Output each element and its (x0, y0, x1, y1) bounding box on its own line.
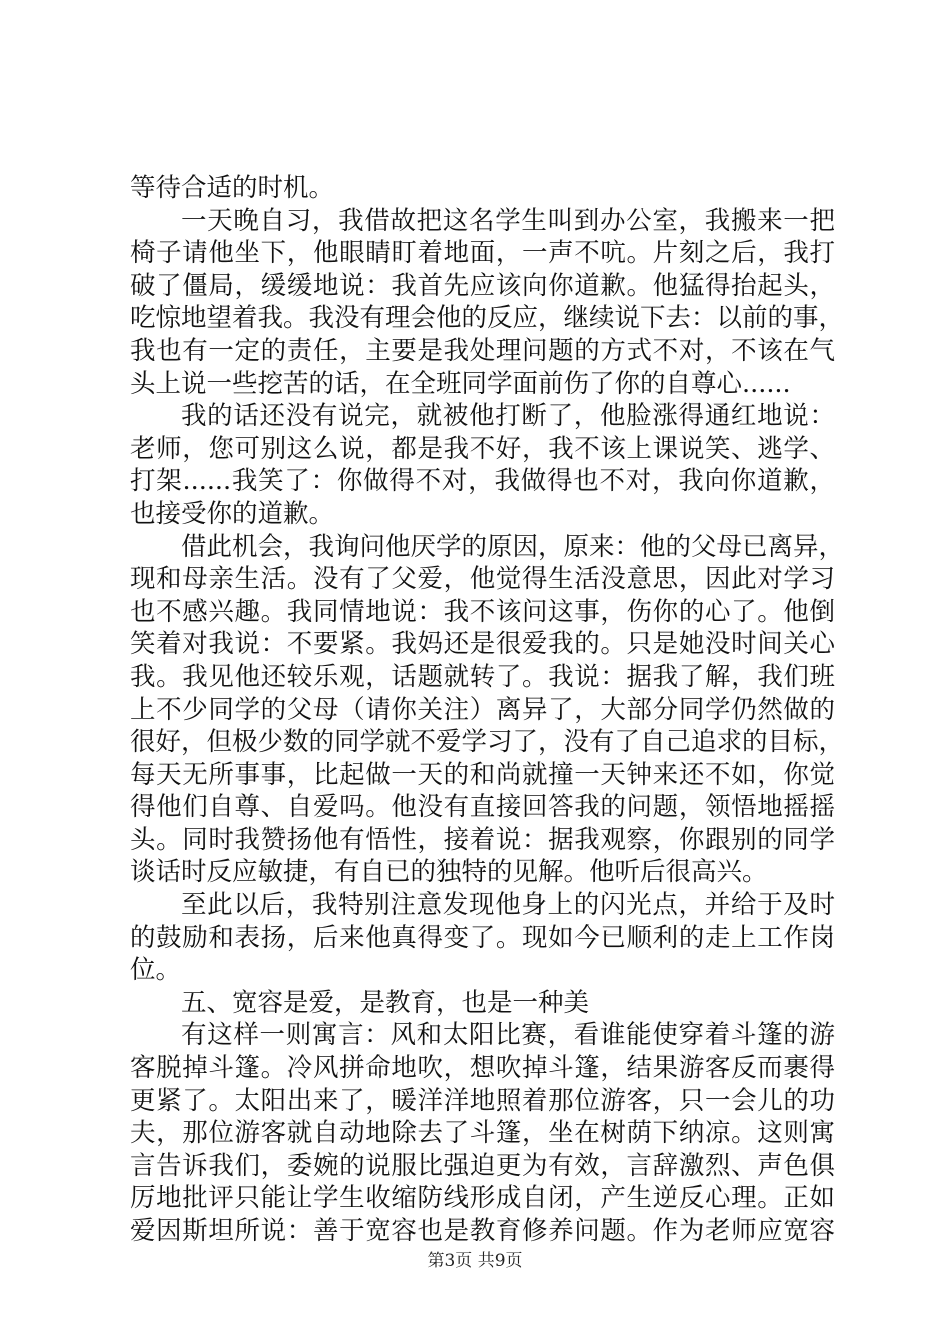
text-line: 借此机会，我询问他厌学的原因，原来：他的父母已离异， (181, 531, 845, 562)
text-line: 笑着对我说：不要紧。我妈还是很爱我的。只是她没时间关心 (130, 629, 835, 660)
text-line: 我也有一定的责任，主要是我处理问题的方式不对，不该在气 (130, 335, 835, 366)
text-line: 也不感兴趣。我同情地说：我不该问这事，伤你的心了。他倒 (130, 596, 835, 627)
body-text (130, 172, 845, 1248)
text-line: 至此以后，我特别注意发现他身上的闪光点，并给于及时 (181, 890, 835, 921)
text-line: 五、宽容是爱，是教育，也是一种美 (181, 987, 590, 1018)
text-line: 得他们自尊、自爱吗。他没有直接回答我的问题，领悟地摇摇 (130, 792, 835, 823)
text-line: 很好，但极少数的同学就不爱学习了，没有了自己追求的目标， (130, 727, 845, 758)
text-line: 头。同时我赞扬他有悟性，接着说：据我观察，你跟别的同学 (130, 824, 835, 855)
text-line: 夫，那位游客就自动地除去了斗篷，坐在树荫下纳凉。这则寓 (130, 1118, 835, 1149)
text-line: 破了僵局，缓缓地说：我首先应该向你道歉。他猛得抬起头， (130, 270, 835, 301)
text-line: 有这样一则寓言：风和太阳比赛，看谁能使穿着斗篷的游 (181, 1020, 835, 1051)
text-line: 打架......我笑了：你做得不对，我做得也不对，我向你道歉， (130, 466, 835, 497)
text-line: 客脱掉斗篷。冷风拼命地吹，想吹掉斗篷，结果游客反而裹得 (130, 1053, 835, 1084)
text-line: 我。我见他还较乐观，话题就转了。我说：据我了解，我们班 (130, 661, 835, 692)
text-line: 厉地批评只能让学生收缩防线形成自闭，产生逆反心理。正如 (130, 1183, 835, 1214)
text-line: 每天无所事事，比起做一天的和尚就撞一天钟来还不如，你觉 (130, 759, 835, 790)
text-line: 爱因斯坦所说：善于宽容也是教育修养问题。作为老师应宽容 (130, 1216, 835, 1246)
text-line: 上不少同学的父母（请你关注）离异了，大部分同学仍然做的 (130, 694, 835, 725)
text-line: 等待合适的时机。 (130, 173, 335, 203)
text-line: 也接受你的道歉。 (130, 498, 335, 529)
text-line: 谈话时反应敏捷，有自已的独特的见解。他听后很高兴。 (130, 857, 768, 888)
text-line: 的鼓励和表扬，后来他真得变了。现如今已顺利的走上工作岗 (130, 922, 835, 953)
text-line: 言告诉我们，委婉的说服比强迫更为有效，言辞激烈、声色俱 (130, 1150, 835, 1181)
text-line: 头上说一些挖苦的话，在全班同学面前伤了你的自尊心...... (130, 368, 791, 399)
text-line: 我的话还没有说完，就被他打断了，他脸涨得通红地说： (181, 401, 835, 432)
text-line: 椅子请他坐下，他眼睛盯着地面，一声不吭。片刻之后，我打 (130, 238, 835, 269)
text-line: 老师，您可别这么说，都是我不好，我不该上课说笑、逃学、 (130, 433, 835, 464)
text-line: 一天晚自习，我借故把这名学生叫到办公室，我搬来一把 (181, 205, 835, 236)
text-line: 吃惊地望着我。我没有理会他的反应，继续说下去：以前的事， (130, 303, 845, 334)
text-line: 位。 (130, 955, 182, 986)
text-line: 现和母亲生活。没有了父爱，他觉得生活没意思，因此对学习 (130, 564, 835, 595)
text-line: 更紧了。太阳出来了，暖洋洋地照着那位游客，只一会儿的功 (130, 1085, 835, 1116)
page-number: 第3页 共9页 (427, 1251, 523, 1271)
